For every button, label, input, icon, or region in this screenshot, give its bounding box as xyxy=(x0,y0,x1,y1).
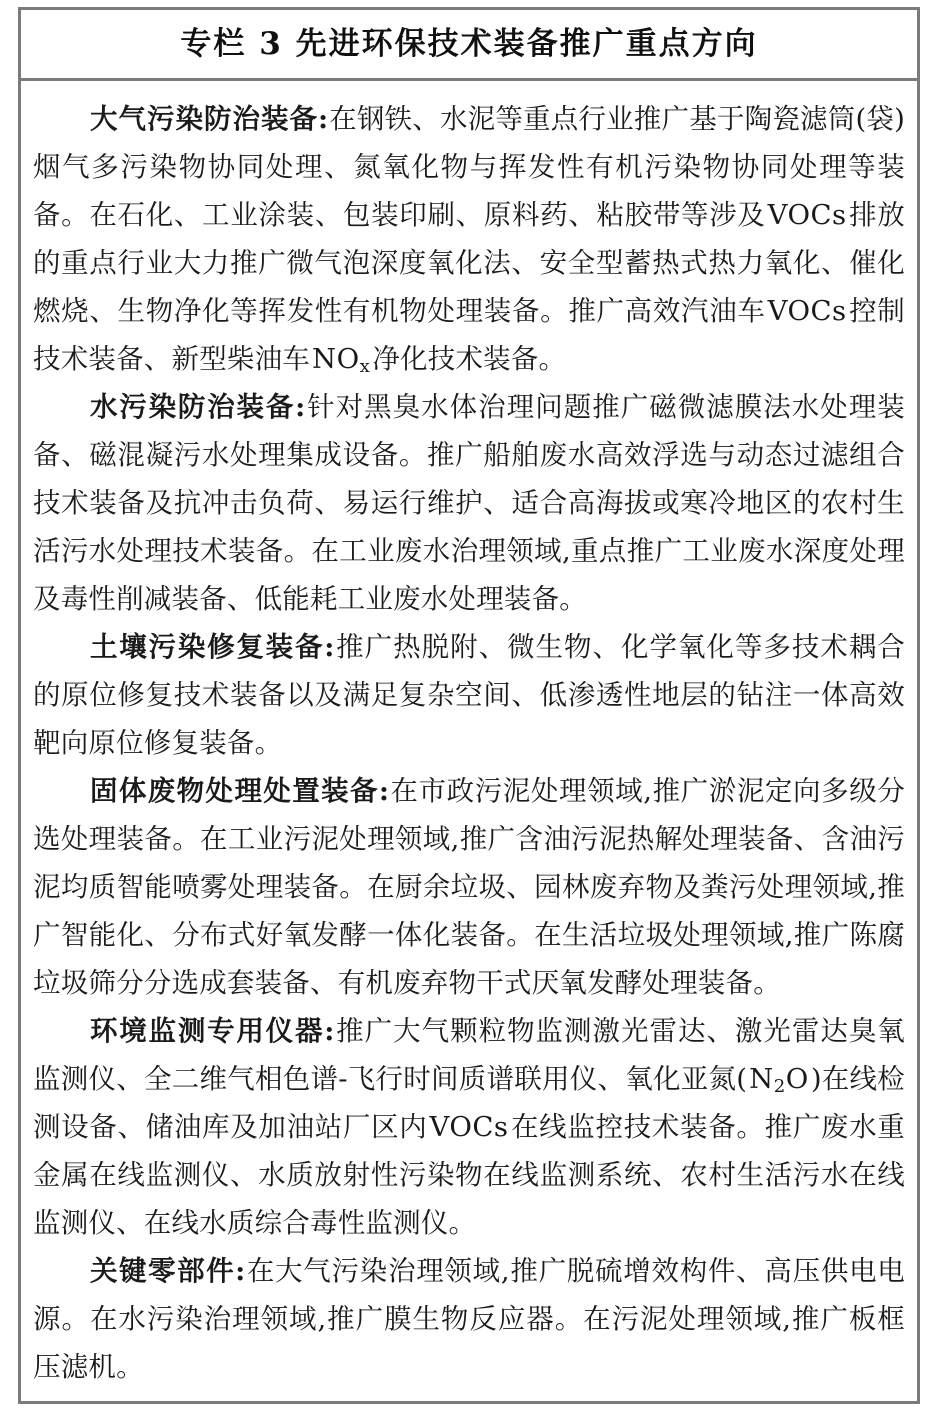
paragraph-lead-label: 固体废物处理处置装备: xyxy=(90,775,391,807)
term-n2o-subscript: 2 xyxy=(773,1075,786,1097)
paragraph-text: 在市政污泥处理领域,推广淤泥定向多级分选处理装备。在工业污泥处理领域,推广含油污泥热解处理装备、含油污泥均质智能喷雾处理装备。在厨余垃圾、园林废弃物及粪污处理领域,推广智能化、分布式好氧发酵一体化装备。在生活垃圾处理领域,推广陈腐垃圾筛分分选成套装备、有机废弃物干式厌氧发酵处理装备。 xyxy=(33,775,905,999)
paragraph-text-part-2: )在线检测设备、储油库及加油站厂区内 xyxy=(33,1063,906,1143)
paragraph-text: 在大气污染治理领域,推广脱硫增效构件、高压供电电源。在水污染治理领域,推广膜生物反应器。在污泥处理领域,推广板框压滤机。 xyxy=(33,1255,905,1383)
callout-title-row xyxy=(21,10,917,81)
term-nox xyxy=(310,343,372,375)
paragraph-text: 针对黑臭水体治理问题推广磁微滤膜法水处理装备、磁混凝污水处理集成设备。推广船舶废水高效浮选与动态过滤组合技术装备及抗冲击负荷、易运行维护、适合高海拔或寒冷地区的农村生活污水处理技术装备。在工业废水治理领域,重点推广工业废水深度处理及毒性削减装备、低能耗工业废水处理装备。 xyxy=(33,391,905,615)
paragraph-lead-label: 环境监测专用仪器: xyxy=(90,1015,336,1047)
paragraph-text: 推广热脱附、微生物、化学氧化等多技术耦合的原位修复技术装备以及满足复杂空间、低渗透性地层的钻注一体高效靶向原位修复装备。 xyxy=(33,631,906,759)
paragraph-lead-label: 土壤污染修复装备: xyxy=(90,631,336,663)
paragraph-solid-waste-equipment xyxy=(33,767,905,1007)
term-vocs-1: VOCs xyxy=(767,199,847,231)
paragraph-lead-label: 关键零部件: xyxy=(90,1255,247,1287)
callout-title: 专栏 3 先进环保技术装备推广重点方向 xyxy=(180,25,758,62)
callout-body xyxy=(21,81,917,1401)
term-vocs-3: VOCs xyxy=(429,1111,509,1143)
paragraph-lead-label: 水污染防治装备: xyxy=(90,391,307,423)
paragraph-soil-remediation-equipment xyxy=(33,623,905,767)
term-n2o-base-left: N xyxy=(749,1063,774,1095)
paragraph-key-components xyxy=(33,1247,905,1391)
term-n2o xyxy=(747,1063,811,1095)
term-n2o-base-right: O xyxy=(785,1063,809,1095)
paragraph-text-part-1: 推广大气颗粒物监测激光雷达、激光雷达臭氧监测仪、全二维气相色谱-飞行时间质谱联用仪、氧化亚氮( xyxy=(33,1015,906,1095)
paragraph-water-pollution-equipment xyxy=(33,383,905,623)
paragraph-text-part-4: 净化技术装备。 xyxy=(372,343,567,375)
callout-box xyxy=(18,7,920,1404)
paragraph-air-pollution-equipment xyxy=(33,95,905,383)
paragraph-text-part-3: 控制技术装备、新型柴油车 xyxy=(33,295,905,375)
paragraph-text-part-1: 在钢铁、水泥等重点行业推广基于陶瓷滤筒(袋)烟气多污染物协同处理、氮氧化物与挥发性有机污染物协同处理等装备。在石化、工业涂装、包装印刷、原料药、粘胶带等涉及 xyxy=(33,103,906,231)
paragraph-lead-label: 大气污染防治装备: xyxy=(90,103,330,135)
term-vocs-2: VOCs xyxy=(767,295,847,327)
paragraph-environmental-monitoring-instruments xyxy=(33,1007,905,1247)
paragraph-text-part-3: 在线监控技术装备。推广废水重金属在线监测仪、水质放射性污染物在线监测系统、农村生活污水在线监测仪、在线水质综合毒性监测仪。 xyxy=(33,1111,905,1239)
paragraph-text-part-2: 排放的重点行业大力推广微气泡深度氧化法、安全型蓄热式热力氧化、催化燃烧、生物净化等挥发性有机物处理装备。推广高效汽油车 xyxy=(33,199,905,327)
term-nox-subscript: x xyxy=(359,355,371,377)
term-nox-base: NO xyxy=(312,343,360,375)
